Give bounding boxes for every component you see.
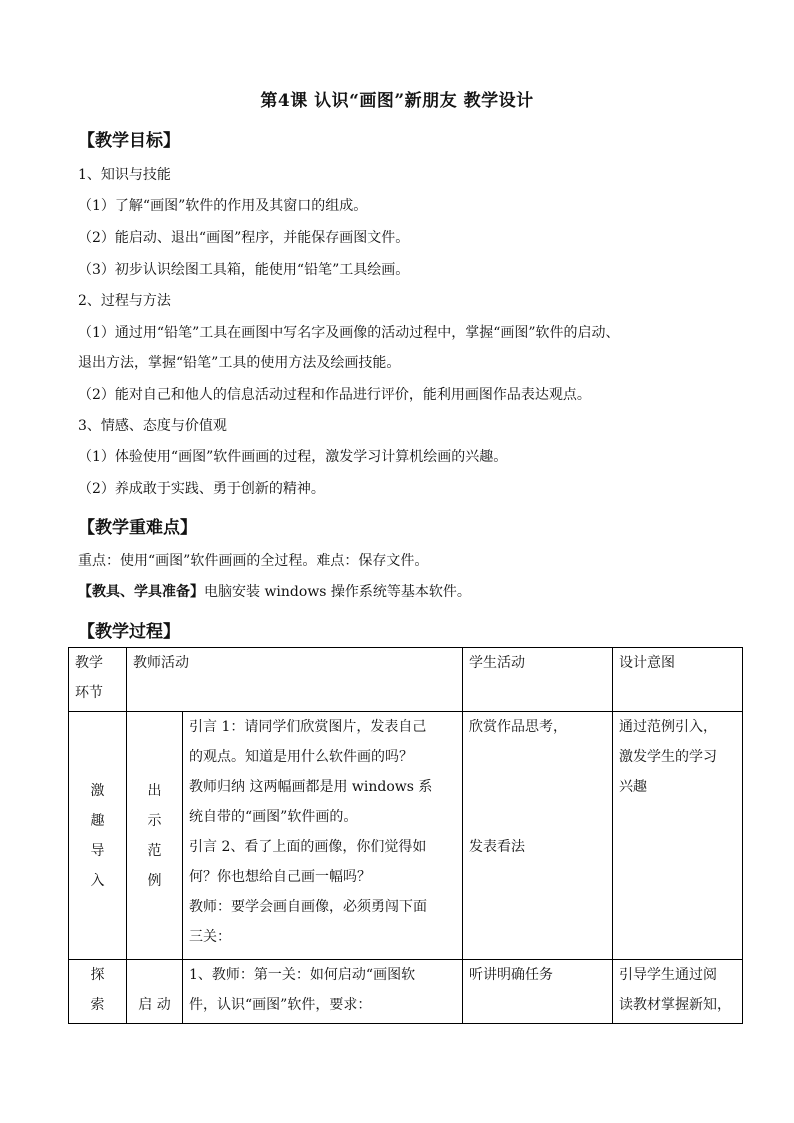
goals-line: （1）通过用“铅笔”工具在画图中写名字及画像的活动过程中，掌握“画图”软件的启动、 — [78, 325, 620, 341]
goals-heading: 【教学目标】 — [78, 131, 180, 151]
process-heading: 【教学过程】 — [78, 622, 180, 642]
design-cell: 通过范例引入， 激发学生的学习 兴趣 — [613, 712, 743, 960]
stage-cell: 探 索 — [69, 960, 127, 1024]
teacher-cell: 1、教师：第一关：如何启动“画图软 件，认识“画图”软件，要求： — [183, 960, 463, 1024]
student-cell: 欣赏作品思考， 发表看法 — [463, 712, 613, 960]
document-title: 第4课 认识“画图”新朋友 教学设计 — [260, 91, 534, 111]
stage-cell: 激 趣 导 入 — [69, 712, 127, 960]
tools-text: 电脑安装 windows 操作系统等基本软件。 — [204, 584, 471, 600]
table-header-row — [69, 648, 743, 712]
table-row — [69, 960, 743, 1024]
goals-line: （2）养成敢于实践、勇于创新的精神。 — [78, 481, 325, 497]
header-student: 学生活动 — [463, 648, 613, 712]
goals-line: 1、知识与技能 — [78, 167, 171, 183]
process-table — [68, 647, 743, 1024]
goals-line: （3）初步认识绘图工具箱，能使用“铅笔”工具绘画。 — [78, 262, 410, 278]
goals-line: 3、情感、态度与价值观 — [78, 418, 227, 434]
goals-line: （2）能启动、退出“画图”程序，并能保存画图文件。 — [78, 230, 410, 246]
tools-label: 【教具、学具准备】 — [78, 584, 204, 600]
goals-line: 2、过程与方法 — [78, 293, 171, 309]
sub-stage-cell: 出 示 范 例 — [127, 712, 183, 960]
student-cell: 听讲明确任务 — [463, 960, 613, 1024]
tools-line — [78, 581, 471, 601]
goals-line: 退出方法，掌握“铅笔”工具的使用方法及绘画技能。 — [78, 355, 401, 371]
goals-line: （1）了解“画图”软件的作用及其窗口的组成。 — [78, 198, 368, 214]
sub-stage-cell: 启 动 — [127, 960, 183, 1024]
table-row — [69, 712, 743, 960]
header-teacher: 教师活动 — [127, 648, 463, 712]
header-design: 设计意图 — [613, 648, 743, 712]
goals-line: （2）能对自己和他人的信息活动过程和作品进行评价，能利用画图作品表达观点。 — [78, 387, 591, 403]
design-cell: 引导学生通过阅 读教材掌握新知， — [613, 960, 743, 1024]
header-stage: 教学 环节 — [69, 648, 127, 712]
keypoints-heading: 【教学重难点】 — [78, 518, 197, 538]
keypoints-text: 重点：使用“画图”软件画画的全过程。难点：保存文件。 — [78, 553, 429, 569]
teacher-cell: 引言 1：请同学们欣赏图片，发表自己 的观点。知道是用什么软件画的吗？ 教师归纳 这两幅画都是用 windows 系 统自带的“画图”软件画的。 引言 2、看了上面的画像，你们觉得如 何？你也想给自己画一幅吗？ 教师：要学会画自画像，必须勇闯下面 三关： — [183, 712, 463, 960]
goals-line: （1）体验使用“画图”软件画画的过程，激发学习计算机绘画的兴趣。 — [78, 449, 508, 465]
